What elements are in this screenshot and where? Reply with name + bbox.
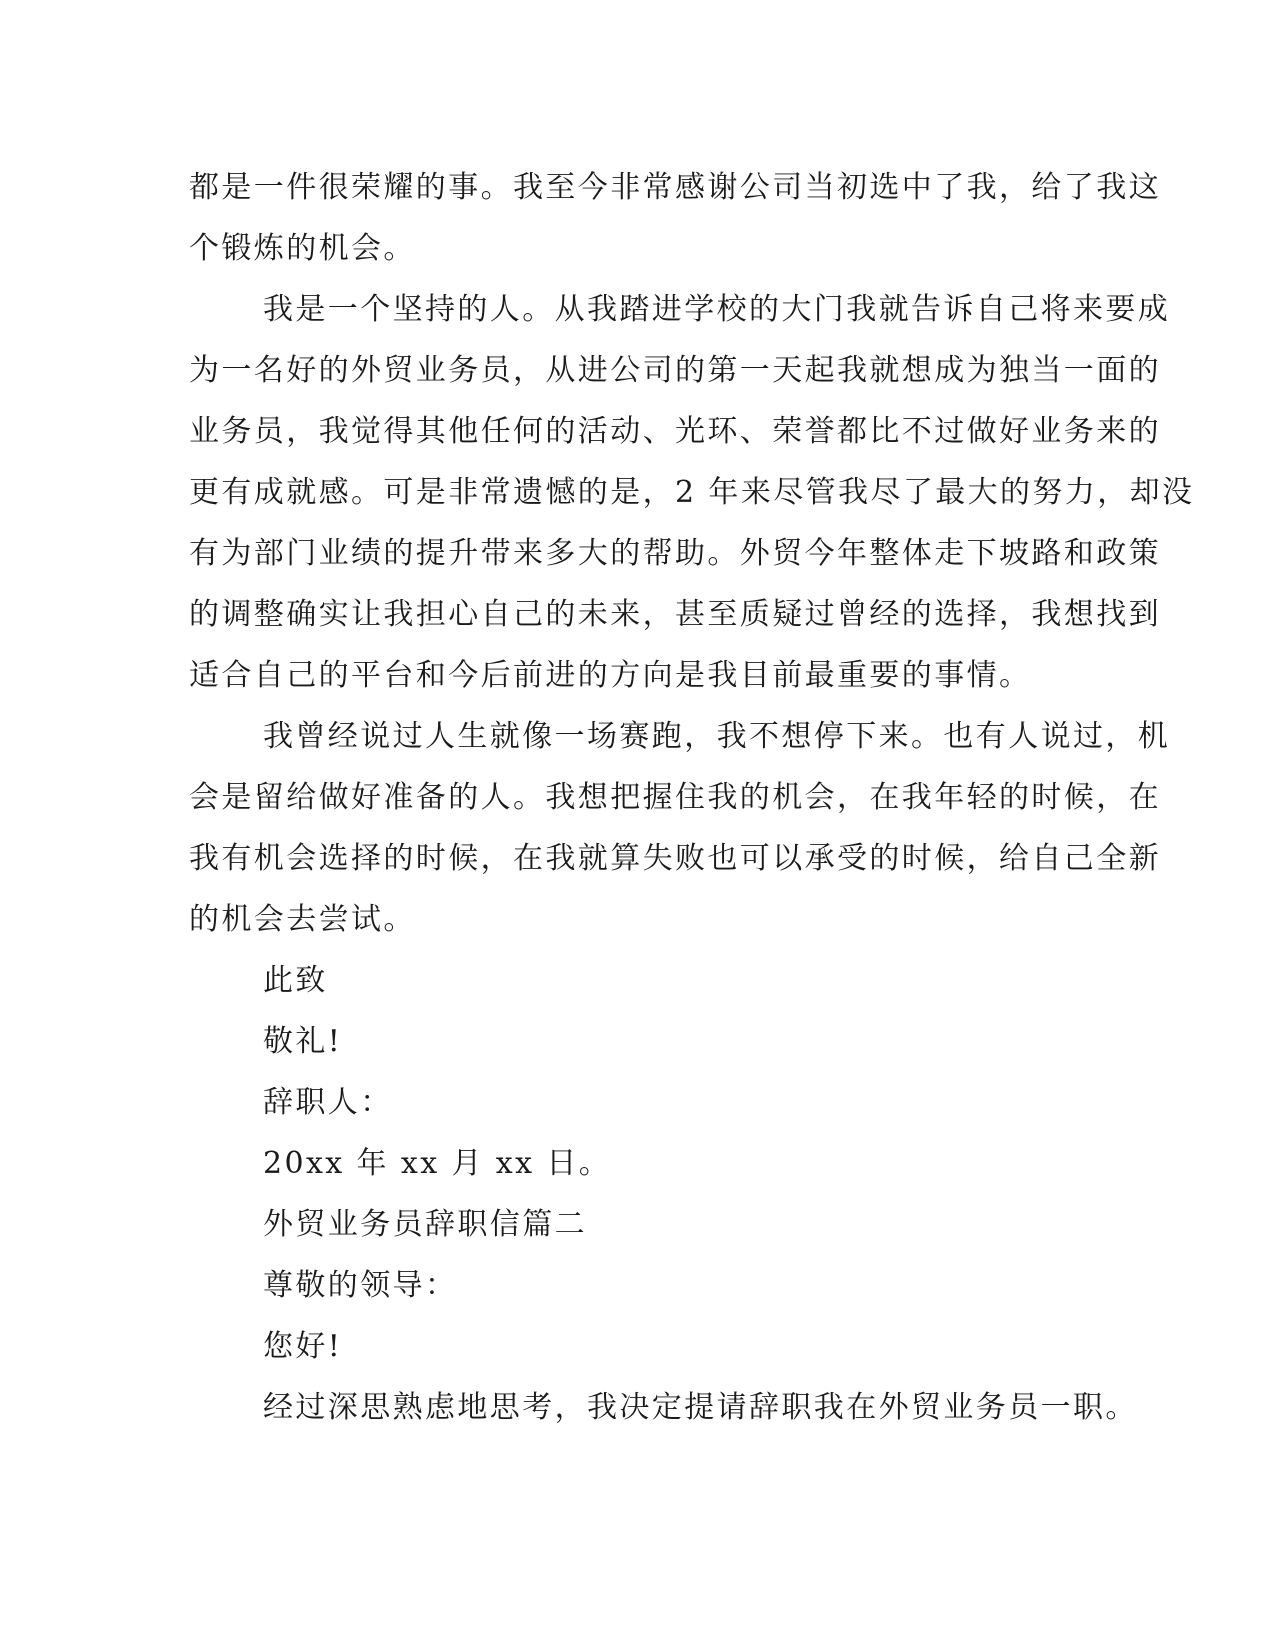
- letter-date: 20xx 年 xx 月 xx 日。: [263, 1146, 612, 1181]
- letter-body: [189, 157, 1195, 1438]
- text-line: 业务员，我觉得其他任何的活动、光环、荣誉都比不过做好业务来的: [189, 414, 1161, 449]
- text-line: 的调整确实让我担心自己的未来，甚至质疑过曾经的选择，我想找到: [189, 597, 1161, 632]
- text-line: 适合自己的平台和今后前进的方向是我目前最重要的事情。: [189, 658, 1032, 693]
- paragraph-start-line: 我曾经说过人生就像一场赛跑，我不想停下来。也有人说过，机: [263, 719, 1171, 754]
- greeting: 您好!: [263, 1329, 343, 1364]
- signature-label: 辞职人：: [263, 1085, 393, 1120]
- text-line: 会是留给做好准备的人。我想把握住我的机会，在我年轻的时候，在: [189, 780, 1161, 815]
- text-line: 个锻炼的机会。: [189, 231, 416, 266]
- text-line: 的机会去尝试。: [189, 902, 416, 937]
- paragraph-start-line: 我是一个坚持的人。从我踏进学校的大门我就告诉自己将来要成: [263, 292, 1171, 327]
- text-line: 我有机会选择的时候，在我就算失败也可以承受的时候，给自己全新: [189, 841, 1161, 876]
- text-line: 有为部门业绩的提升带来多大的帮助。外贸今年整体走下坡路和政策: [189, 536, 1161, 571]
- text-line: 为一名好的外贸业务员，从进公司的第一天起我就想成为独当一面的: [189, 353, 1161, 388]
- closing-salutation: 此致: [263, 963, 328, 998]
- paragraph-start-line: 经过深思熟虑地思考，我决定提请辞职我在外贸业务员一职。: [263, 1390, 1138, 1425]
- text-line: 更有成就感。可是非常遗憾的是，2 年来尽管我尽了最大的努力，却没: [189, 475, 1195, 510]
- greeting-recipient: 尊敬的领导：: [263, 1268, 458, 1303]
- text-line: 都是一件很荣耀的事。我至今非常感谢公司当初选中了我，给了我这: [189, 170, 1161, 205]
- section-heading: 外贸业务员辞职信篇二: [263, 1207, 587, 1242]
- closing-regards: 敬礼!: [263, 1024, 343, 1059]
